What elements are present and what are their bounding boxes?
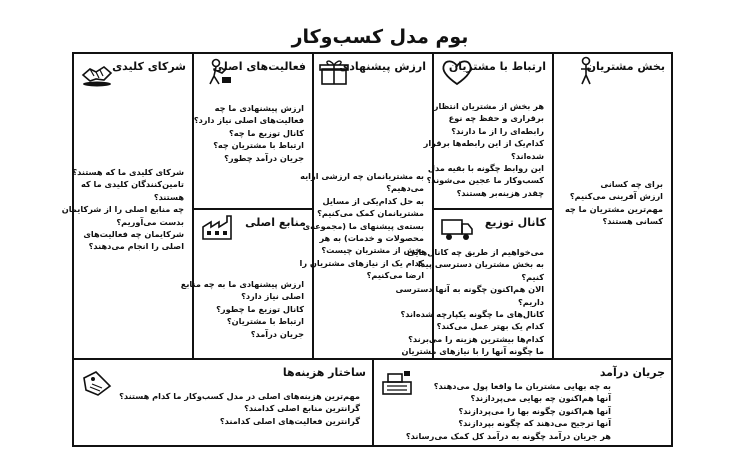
block-revenue-streams: [372, 358, 673, 447]
block-questions: برای چه کسانی ارزش آفرینی می‌کنیم؟ مهم‌ترین مشتریان ما چه کسانی هستند؟: [564, 179, 663, 227]
block-title: منابع اصلی: [245, 216, 306, 229]
heart-icon: [440, 57, 474, 87]
block-questions: به مشتریانمان چه ارزشی ارایه می‌دهیم؟ به حل کدام‌یکی از مسایل مشتریانمان کمک می‌کنیم؟ بسته‌ی پیشنهای ما (مجموعه‌ی محصولات و خدمات) به هر بخش از مشتریان چیست؟ کدام یک از نیازهای مشتریان را ارضا می‌کنیم؟: [299, 171, 424, 281]
gift-icon: [318, 57, 352, 87]
block-questions: ارزش پیشنهادی ما به چه منابع اصلی نیاز دارد؟ کانال توزیع ما چطور؟ ارتباط با مشتریان؟ جریان درآمد؟: [180, 279, 304, 339]
block-questions: هر بخش از مشتریان انتظار برقراری و حفظ چه نوع رابطه‌ای را از ما دارند؟ کدام‌یک از این رابطه‌ها برقرار شده‌اند؟ این روابط چگونه با بقیه مدل کسب‌وکار ما عجین می‌شوند؟ چقدر هزینه‌بر هستند؟: [423, 101, 544, 198]
factory-icon: [200, 213, 234, 243]
block-customer-relationships: [423, 52, 554, 210]
block-title: شرکای کلیدی: [112, 60, 186, 73]
block-customer-segments: [552, 52, 673, 360]
block-questions: مهم‌ترین هزینه‌های اصلی در مدل کسب‌وکار ما کدام هستند؟ گرانترین منابع اصلی کدامند؟ گرانترین فعالیت‌های اصلی کدامند؟: [119, 391, 360, 426]
block-cost-structure: [72, 358, 374, 447]
block-title: ساختار هزینه‌ها: [282, 366, 366, 379]
person-icon: [575, 56, 597, 86]
block-questions: می‌خواهیم از طریق چه کانال‌هایی به بخش مشتریان دسترسی پیدا کنیم؟ الان هم‌اکنون چگونه به آنها دسترسی داریم؟ کانال‌های ما چگونه یکپارچه شده‌اند؟ کدام یک بهتر عمل می‌کند؟ کدام‌ها بیشترین هزینه را می‌برند؟ ما چگونه آنها را با نیازهای مشتریان: [395, 247, 544, 357]
block-title: ارزش پیشنهادی: [339, 60, 426, 73]
block-questions: ارزش پیشنهادی ما چه فعالیت‌های اصلی نیاز دارد؟ کانال توزیع ما چه؟ ارتباط با مشتریان چه؟ جریان درآمد چطور؟: [193, 103, 304, 163]
business-model-canvas: [61, 52, 673, 447]
block-title: کانال توزیع: [484, 216, 546, 229]
block-title: ارتباط با مشتریان: [448, 60, 546, 73]
page-title: بوم مدل کسب‌وکار: [291, 26, 469, 48]
block-title: فعالیت‌های اصلی: [212, 60, 306, 73]
block-key-partners: [61, 52, 194, 360]
block-title: بخش مشتریان: [586, 60, 665, 73]
block-questions: به چه بهایی مشتریان ما واقعا پول می‌دهند؟ آنها هم‌اکنون چه بهایی می‌پردازند؟ آنها هم‌اکنون چگونه بها را می‌پردازند؟ آنها ترجیح می‌دهند که چگونه بپردازند؟ هر جریان درآمد چگونه به درآمد کل کمک می‌رساند؟: [405, 381, 611, 441]
worker-icon: [200, 57, 234, 87]
block-key-resources: [180, 208, 314, 360]
truck-icon: [440, 213, 474, 243]
block-questions: شرکای کلیدی ما که هستند؟ تامین‌کنندگان کلیدی ما که هستند؟ چه منابع اصلی را از شرکایمان بدست می‌آوریم؟ شرکایمان چه فعالیت‌های اصلی را انجام می‌دهند؟: [61, 167, 184, 252]
handshake-icon: [80, 57, 114, 87]
block-key-activities: [192, 52, 314, 210]
block-title: جریان درآمد: [599, 366, 665, 379]
block-channels: [395, 208, 554, 360]
